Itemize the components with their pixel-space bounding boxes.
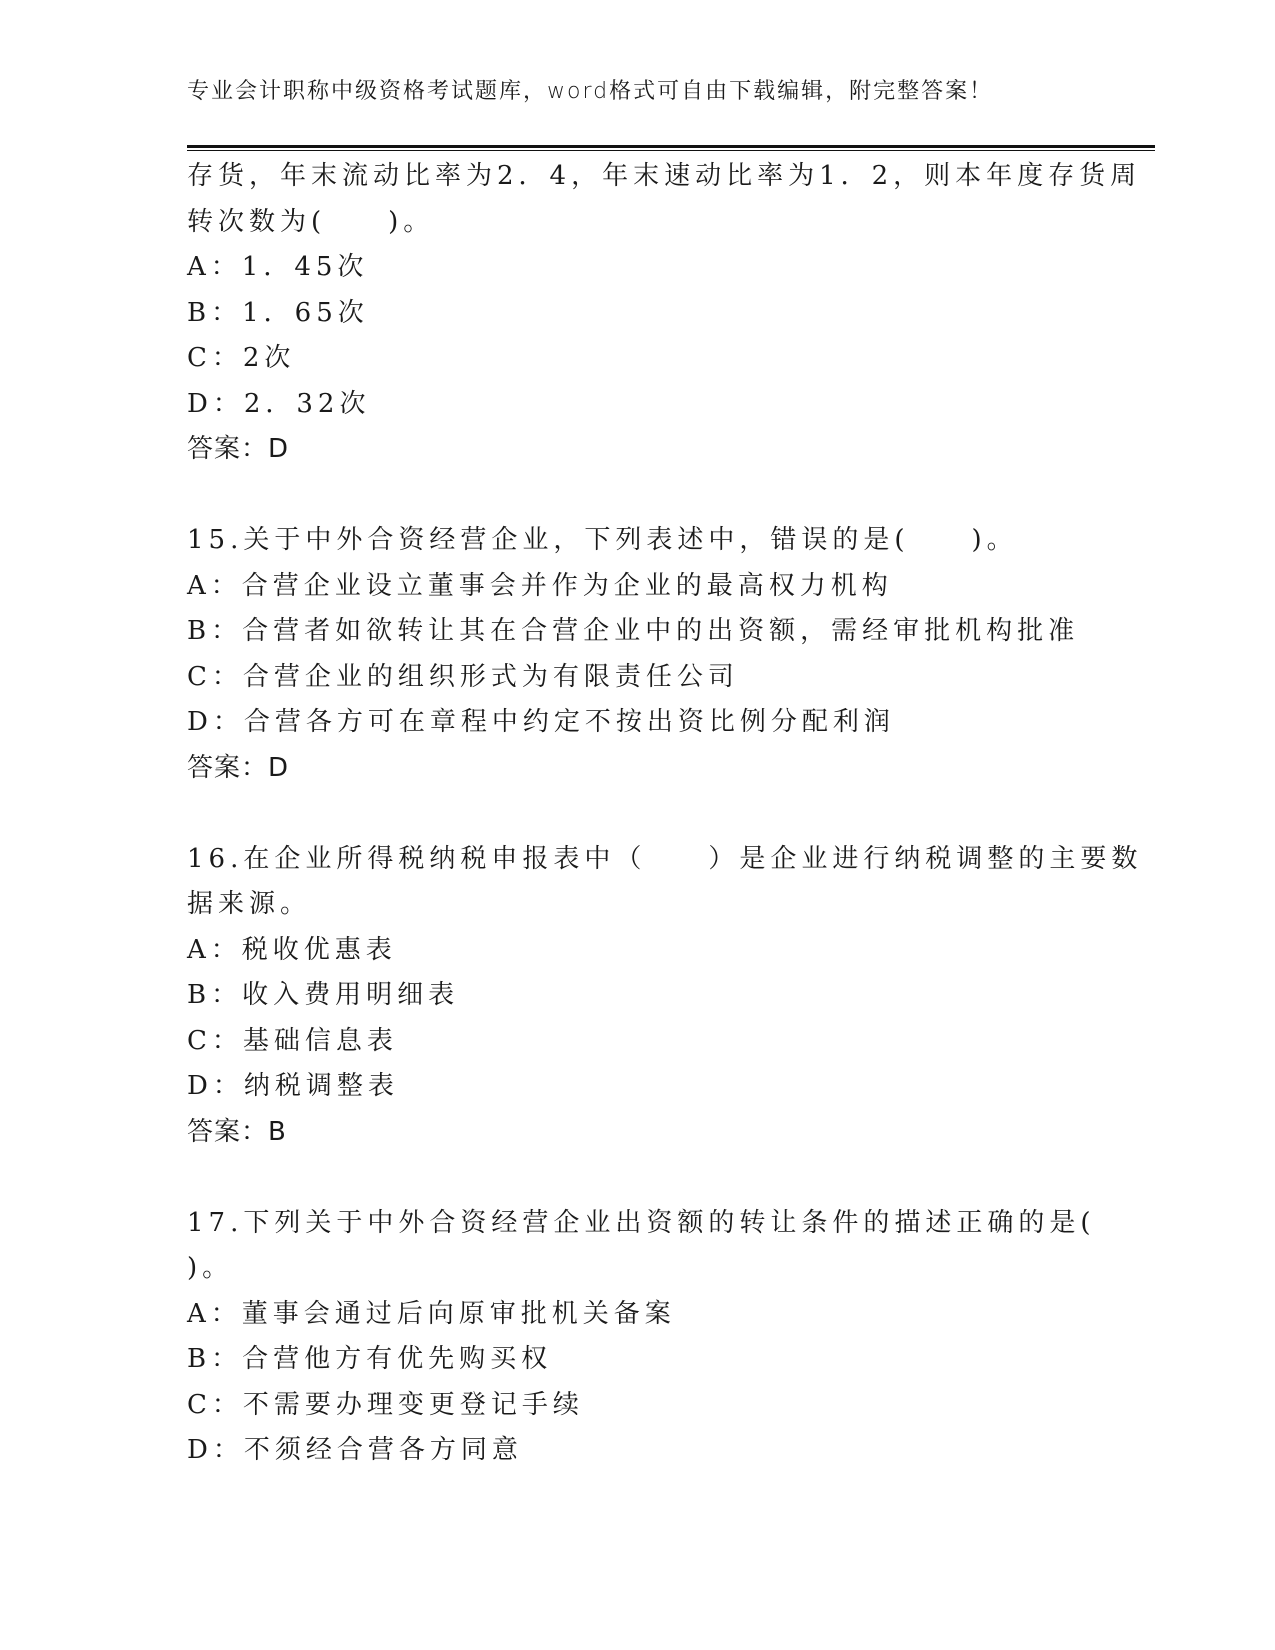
option-b: B：1．65次: [187, 297, 369, 328]
spacer: [187, 473, 1107, 519]
option-b: B：合营者如欲转让其在合营企业中的出资额，需经审批机构批准: [187, 616, 1080, 646]
option-d: D：纳税调整表: [187, 1071, 399, 1101]
question-16: [187, 837, 1143, 1156]
answer-line: 答案：D: [187, 752, 290, 783]
question-list: [187, 154, 1143, 1474]
question-stem: 转次数为( )。: [187, 206, 435, 237]
spacer: [187, 791, 1107, 837]
option-c: C：基础信息表: [187, 1025, 398, 1056]
question-stem: 16.在企业所得税纳税申报表中（ ）是企业进行纳税调整的主要数: [187, 843, 1143, 874]
header-rule-thick: [187, 145, 1155, 148]
option-a: A：1．45次: [187, 252, 369, 282]
question-stem: 17.下列关于中外合资经营企业出资额的转让条件的描述正确的是(: [187, 1207, 1096, 1238]
option-d: D：2．32次: [187, 388, 371, 419]
page-header: 专业会计职称中级资格考试题库，word格式可自由下载编辑，附完整答案！: [187, 79, 994, 104]
question-stem: 存货，年末流动比率为2．4，年末速动比率为1．2，则本年度存货周: [187, 161, 1142, 191]
question-15: [187, 518, 1107, 791]
option-d: D：不须经合营各方同意: [187, 1435, 523, 1465]
question-stem: )。: [187, 1253, 234, 1283]
option-c: C：不需要办理变更登记手续: [187, 1389, 584, 1420]
option-a: A：董事会通过后向原审批机关备案: [187, 1298, 676, 1329]
option-a: A：税收优惠表: [187, 934, 397, 965]
header-rule-thin: [187, 150, 1155, 151]
answer-line: 答案：D: [187, 434, 290, 464]
option-b: B：合营他方有优先购买权: [187, 1344, 553, 1374]
question-stem: 据来源。: [187, 889, 312, 919]
option-d: D：合营各方可在章程中约定不按出资比例分配利润: [187, 707, 895, 737]
option-c: C：合营企业的组织形式为有限责任公司: [187, 661, 739, 692]
spacer: [187, 1155, 1107, 1201]
option-b: B：收入费用明细表: [187, 980, 460, 1010]
option-a: A：合营企业设立董事会并作为企业的最高权力机构: [187, 570, 893, 601]
question-17: [187, 1201, 1107, 1474]
option-c: C：2次: [187, 343, 296, 373]
answer-line: 答案：B: [187, 1116, 287, 1147]
question-14: [187, 154, 1142, 473]
question-stem: 15.关于中外合资经营企业，下列表述中，错误的是( )。: [187, 525, 1018, 555]
